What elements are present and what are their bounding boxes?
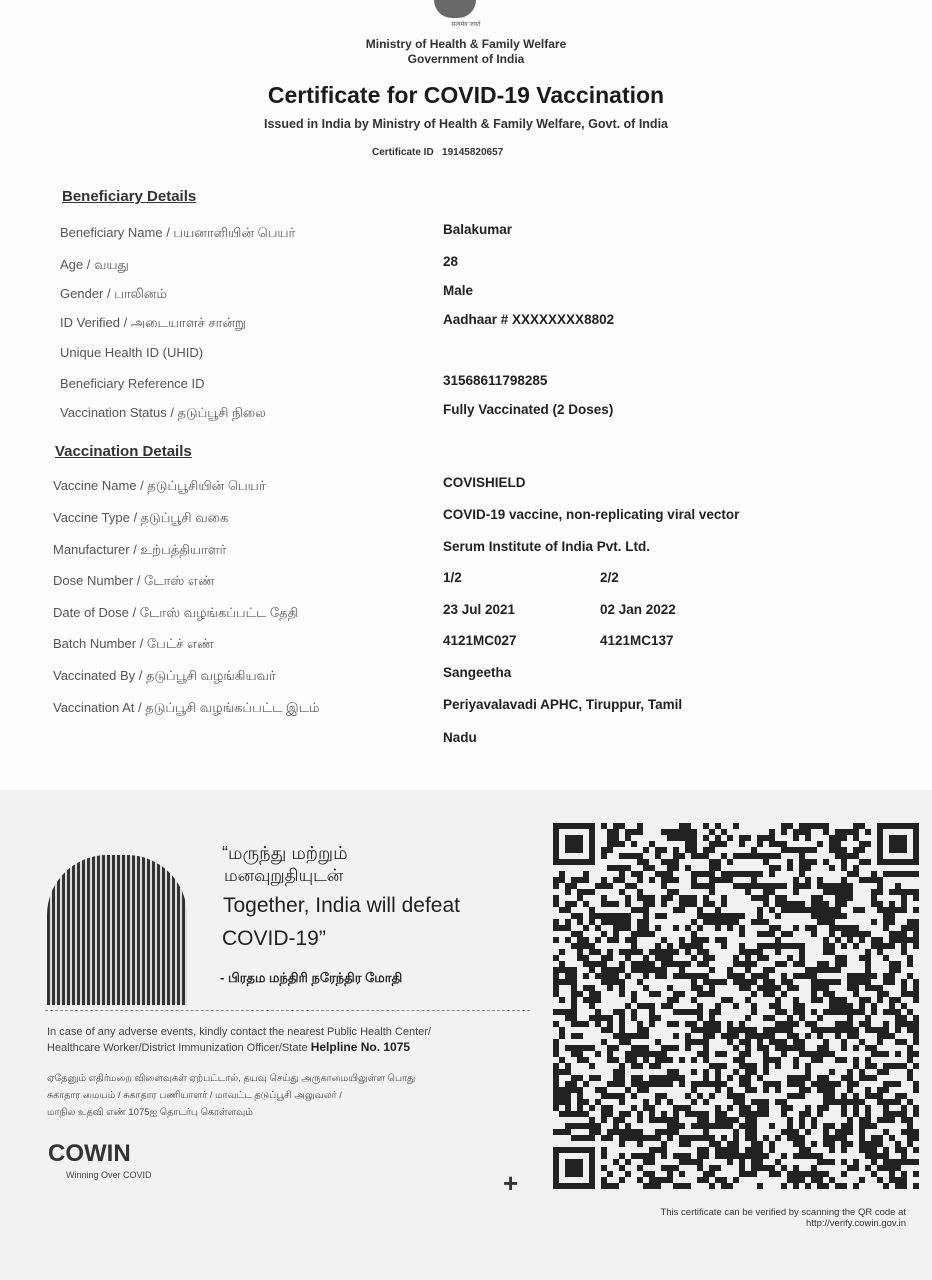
beneficiary-label: Beneficiary Reference ID xyxy=(60,376,205,391)
beneficiary-label: Beneficiary Name / பயனாளியின் பெயர் xyxy=(60,225,296,240)
quote-attribution: - பிரதம மந்திரி நரேந்திர மோதி xyxy=(220,970,403,985)
beneficiary-value: Male xyxy=(443,283,474,298)
vaccination-label: Batch Number / பேட்ச் எண் xyxy=(53,636,214,651)
vaccination-location-cont: Nadu xyxy=(443,730,477,745)
vaccination-value-dose2: 2/2 xyxy=(600,570,619,585)
plus-mark: + xyxy=(503,1168,519,1198)
verify-text xyxy=(560,1207,906,1229)
emblem-text: सत्यमेव जयते xyxy=(451,22,481,28)
verification-qr-code xyxy=(553,820,919,1192)
adverse-events-ta xyxy=(47,1070,415,1121)
adverse-en-line-1: In case of any adverse events, kindly contact the nearest Public Health Center/ xyxy=(47,1026,431,1038)
vaccination-value-dose2: 02 Jan 2022 xyxy=(600,602,676,617)
pm-photo xyxy=(47,855,187,1005)
adverse-ta-line-2: சுகாதார மையம் / சுகாதார பணியாளர் / மாவட்ட தடுப்பூசி அலுவலர் / xyxy=(47,1090,342,1101)
vaccination-value: COVISHIELD xyxy=(443,475,526,490)
adverse-en-line-2: Healthcare Worker/District Immunization Officer/State xyxy=(47,1042,311,1054)
beneficiary-label: ID Verified / அடையாளச் சான்று xyxy=(60,315,246,330)
cowin-logo: COWIN xyxy=(48,1140,131,1167)
vaccination-value: Serum Institute of India Pvt. Ltd. xyxy=(443,539,651,554)
beneficiary-value: Fully Vaccinated (2 Doses) xyxy=(443,402,614,417)
certificate-id-value: 19145820657 xyxy=(442,147,504,158)
vaccination-label: Vaccination At / தடுப்பூசி வழங்கப்பட்ட இடம் xyxy=(53,700,320,715)
vaccination-label: Vaccinated By / தடுப்பூசி வழங்கியவர் xyxy=(53,668,276,683)
vaccination-label: Vaccine Name / தடுப்பூசியின் பெயர் xyxy=(53,478,266,493)
quote-english-2: COVID-19” xyxy=(222,927,326,950)
adverse-events-en xyxy=(47,1025,431,1056)
quote-tamil-2: மனவுறுதியுடன் xyxy=(224,866,344,885)
adverse-ta-line-3: மாநில உதவி எண் 1075ஐ தொடர்பு கொள்ளவும் xyxy=(47,1107,253,1118)
vaccination-label: Vaccine Type / தடுப்பூசி வகை xyxy=(53,510,229,525)
vaccination-value-dose2: 4121MC137 xyxy=(600,633,674,648)
government-name: Government of India xyxy=(407,52,525,66)
certificate-id-label: Certificate ID xyxy=(372,147,434,158)
adverse-ta-line-1: ஏதேனும் எதிர்மறை விளைவுகள் ஏற்பட்டால், தயவு செய்து அருகாமையிலுள்ள பொது xyxy=(47,1073,416,1084)
quote-tamil-1: “மருந்து மற்றும் xyxy=(222,843,348,863)
cowin-tagline: Winning Over COVID xyxy=(66,1170,152,1180)
beneficiary-label: Age / வயது xyxy=(60,257,129,272)
quote-english-1: Together, India will defeat xyxy=(223,894,460,917)
divider xyxy=(45,1010,530,1011)
emblem-icon xyxy=(434,0,476,18)
beneficiary-value: Aadhaar # XXXXXXXX8802 xyxy=(443,312,615,327)
beneficiary-label: Vaccination Status / தடுப்பூசி நிலை xyxy=(60,405,266,420)
certificate-title: Certificate for COVID-19 Vaccination xyxy=(267,82,665,108)
helpline-number: Helpline No. 1075 xyxy=(310,1040,411,1054)
beneficiary-section-title: Beneficiary Details xyxy=(62,188,197,205)
vaccination-value: Periyavalavadi APHC, Tiruppur, Tamil xyxy=(443,697,683,712)
vaccination-label: Dose Number / டோஸ் எண் xyxy=(53,573,215,588)
beneficiary-value: 28 xyxy=(443,254,459,269)
beneficiary-label: Gender / பாலினம் xyxy=(60,286,167,301)
vaccination-value: Sangeetha xyxy=(443,665,512,680)
vaccination-value: 23 Jul 2021 xyxy=(443,602,516,617)
vaccination-section-title: Vaccination Details xyxy=(55,443,192,460)
vaccination-label: Manufacturer / உற்பத்தியாளர் xyxy=(53,542,227,557)
vaccination-value: 1/2 xyxy=(443,570,462,585)
vaccination-value: COVID-19 vaccine, non-replicating viral vector xyxy=(443,507,740,522)
certificate-id xyxy=(372,147,503,158)
beneficiary-value: Balakumar xyxy=(443,222,513,237)
vaccination-value: 4121MC027 xyxy=(443,633,517,648)
verify-line-1: This certificate can be verified by scanning the QR code at xyxy=(660,1207,906,1218)
ministry-name: Ministry of Health & Family Welfare xyxy=(365,37,567,51)
vaccination-label: Date of Dose / டோஸ் வழங்கப்பட்ட தேதி xyxy=(53,605,299,620)
beneficiary-value: 31568611798285 xyxy=(443,373,548,388)
beneficiary-label: Unique Health ID (UHID) xyxy=(60,345,204,360)
issued-by: Issued in India by Ministry of Health & Family Welfare, Govt. of India xyxy=(263,117,668,131)
verify-url: http://verify.cowin.gov.in xyxy=(806,1218,906,1229)
